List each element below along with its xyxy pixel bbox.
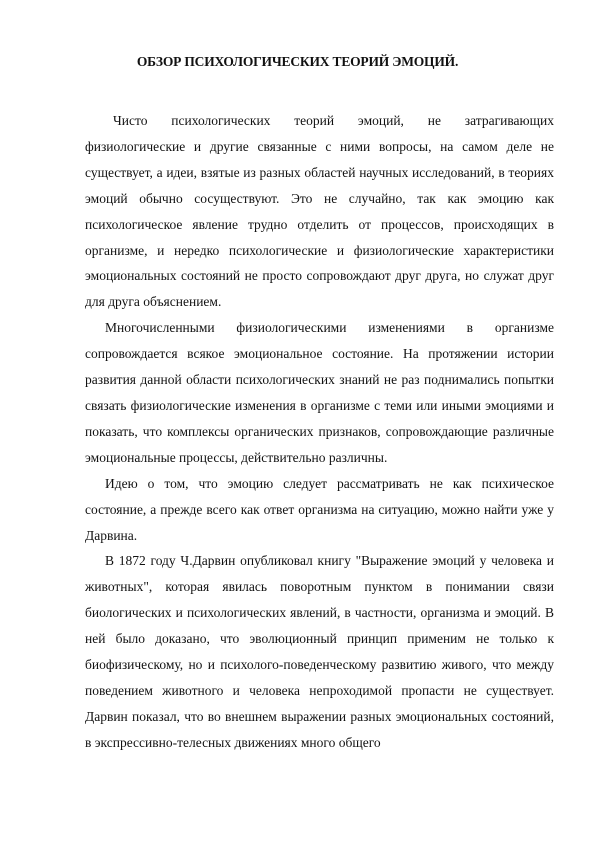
paragraph-1: Чисто психологических теорий эмоций, не затрагивающих физиологические и другие связанные с ними вопросы, на самом деле не существует, а идеи, взятые из разных областей научных исследований, в теориях эмоций обычно сосуществуют. Это не случайно, так как эмоцию как психологическое явление трудно отделить от процессов, происходящих в организме, и нередко психологические и физиологические характеристики эмоциональных состояний не просто сопровождают друг друга, но служат друг для друга объяснением.	[85, 113, 554, 310]
paragraph-2: Многочисленными физиологическими изменениями в организме сопровождается всякое эмоциональное состояние. На протяжении истории развития данной области психологических знаний не раз поднимались попытки связать физиологические изменения в организме с теми или иными эмоциями и показать, что комплексы органических признаков, сопровождающие различные эмоциональные процессы, действительно различны.	[85, 320, 554, 465]
document-body	[85, 108, 554, 756]
paragraph-4: В 1872 году Ч.Дарвин опубликовал книгу "Выражение эмоций у человека и животных", которая явилась поворотным пунктом в понимании связи биологических и психологических явлений, в частности, организма и эмоций. В ней было доказано, что эволюционный принцип применим не только к биофизическому, но и психолого-поведенческому развитию живого, что между поведением животного и человека непроходимой пропасти не существует. Дарвин показал, что во внешнем выражении разных эмоциональных состояний, в экспрессивно-телесных движениях много общего	[85, 553, 554, 750]
document-title: ОБЗОР ПСИХОЛОГИЧЕСКИХ ТЕОРИЙ ЭМОЦИЙ.	[136, 54, 459, 69]
paragraph-3: Идею о том, что эмоцию следует рассматривать не как психическое состояние, а прежде всего как ответ организма на ситуацию, можно найти уже у Дарвина.	[85, 475, 554, 543]
